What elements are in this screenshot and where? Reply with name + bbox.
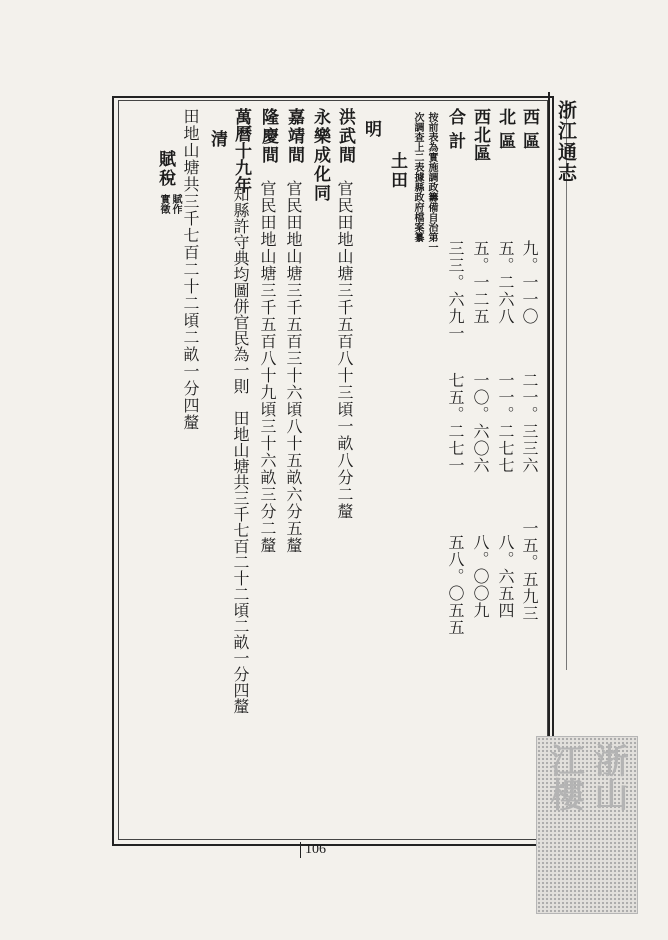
entry-hongwu-text: 官民田地山塘三千五百八十三頃一畝八分二釐 bbox=[335, 180, 354, 520]
entry-jiajing-reign: 嘉靖間 bbox=[284, 108, 304, 165]
entry-wanli-text: 知縣許守典均圖併官民為一則 田地山塘共三千七百二十二頃二畝一分四釐 bbox=[231, 186, 250, 714]
row-region-north: 北區 bbox=[495, 108, 515, 156]
dynasty-qing: 清 bbox=[207, 130, 227, 154]
page-number: 106 bbox=[300, 842, 326, 858]
row-west-value-1: 九。一一〇 bbox=[520, 240, 539, 325]
margin-title: 浙江通志 bbox=[555, 100, 577, 184]
row-total-value-3: 五八。〇五五 bbox=[446, 534, 465, 636]
entry-yongle-reign: 永樂成化同 bbox=[310, 108, 330, 203]
row-northwest-value-2: 一〇。六〇六 bbox=[471, 372, 490, 474]
row-west-value-3: 一五。五九三 bbox=[520, 520, 539, 622]
gutter-rule-thin bbox=[566, 110, 567, 670]
seal-char-left: 江樓 bbox=[544, 743, 584, 811]
row-north-value-1: 五。二六八 bbox=[496, 240, 515, 325]
row-north-value-3: 八。六五四 bbox=[496, 534, 515, 619]
row-west-value-2: 二一。三三六 bbox=[520, 372, 539, 474]
entry-longqing-reign: 隆慶間 bbox=[258, 108, 278, 165]
qing-land-total: 田地山塘共三千七百二十二頃二畝一分四釐 bbox=[181, 108, 200, 431]
row-north-value-2: 一一。二七七 bbox=[496, 372, 515, 474]
row-northwest-value-1: 五。一二五 bbox=[471, 240, 490, 325]
entry-longqing-text: 官民田地山塘三千五百八十九頃三十六畝三分二釐 bbox=[258, 180, 277, 554]
row-region-west: 西區 bbox=[519, 108, 539, 156]
row-region-northwest: 西北區 bbox=[470, 108, 490, 162]
entry-jiajing-text: 官民田地山塘三千五百三十六頃八十五畝六分五釐 bbox=[284, 180, 303, 554]
tax-subnote-b: 實徵 bbox=[158, 194, 169, 214]
row-northwest-value-3: 八。〇〇九 bbox=[471, 534, 490, 619]
dynasty-ming: 明 bbox=[361, 120, 381, 144]
table-note-line-1: 按前表為實施調政籌備自治第一 bbox=[426, 112, 437, 252]
section-heading-land: 土田 bbox=[387, 152, 407, 190]
row-total-value-2: 七五。二七一 bbox=[446, 372, 465, 474]
row-total-label: 合計 bbox=[445, 108, 465, 156]
table-note-line-2: 次調查上二表據縣政府檔案纂 bbox=[412, 112, 423, 242]
tax-subnote-a: 賦作 bbox=[170, 194, 181, 214]
entry-wanli-reign: 萬曆十九年 bbox=[231, 108, 251, 193]
seal-char-right: 浙山 bbox=[588, 743, 628, 811]
tax-heading: 賦稅 bbox=[155, 150, 175, 188]
entry-hongwu-reign: 洪武間 bbox=[335, 108, 355, 165]
library-seal-stamp bbox=[536, 736, 638, 914]
row-total-value-1: 三三。六九一 bbox=[446, 240, 465, 342]
